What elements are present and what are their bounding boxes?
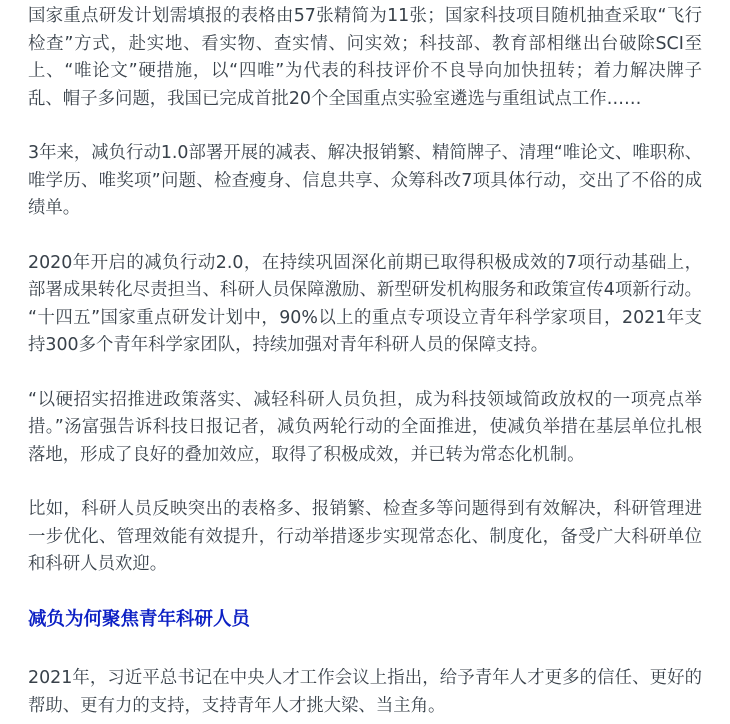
paragraph: 比如，科研人员反映突出的表格多、报销繁、检查多等问题得到有效解决，科研管理进一步优化、管理效能有效提升，行动举措逐步实现常态化、制度化，备受广大科研单位和科研人员欢迎。 [28,499,702,574]
section-heading: 减负为何聚焦青年科研人员 [28,608,251,630]
paragraph: “以硬招实招推进政策落实、减轻科研人员负担，成为科技领域简政放权的一项亮点举措。”汤富强告诉科技日报记者，减负两轮行动的全面推进，使减负举措在基层单位扎根落地，形成了良好的叠加效应，取得了积极成效，并已转为常态化机制。 [28,389,702,465]
paragraph: 国家重点研发计划需填报的表格由57张精简为11张；国家科技项目随机抽查采取“飞行检查”方式，赴实地、看实物、查实情、问实效；科技部、教育部相继出台破除SCI至上、“唯论文”硬措施，以“四唯”为代表的科技评价不良导向加快扭转；着力解决牌子乱、帽子多问题，我国已完成首批20个全国重点实验室遴选与重组试点工作…… [28,6,702,109]
paragraph: 2021年，习近平总书记在中央人才工作会议上指出，给予青年人才更多的信任、更好的帮助、更有力的支持，支持青年人才挑大梁、当主角。 [28,668,702,716]
paragraph: 2020年开启的减负行动2.0，在持续巩固深化前期已取得积极成效的7项行动基础上，部署成果转化尽责担当、科研人员保障激励、新型研发机构服务和政策宣传4项新行动。“十四五”国家重点研发计划中，90%以上的重点专项设立青年科学家项目，2021年支持300多个青年科学家团队，持续加强对青年科研人员的保障支持。 [28,252,702,355]
paragraph: 3年来，减负行动1.0部署开展的减表、解决报销繁、精简牌子、清理“唯论文、唯职称、唯学历、唯奖项”问题、检查瘦身、信息共享、众筹科改7项具体行动，交出了不俗的成绩单。 [28,143,702,218]
